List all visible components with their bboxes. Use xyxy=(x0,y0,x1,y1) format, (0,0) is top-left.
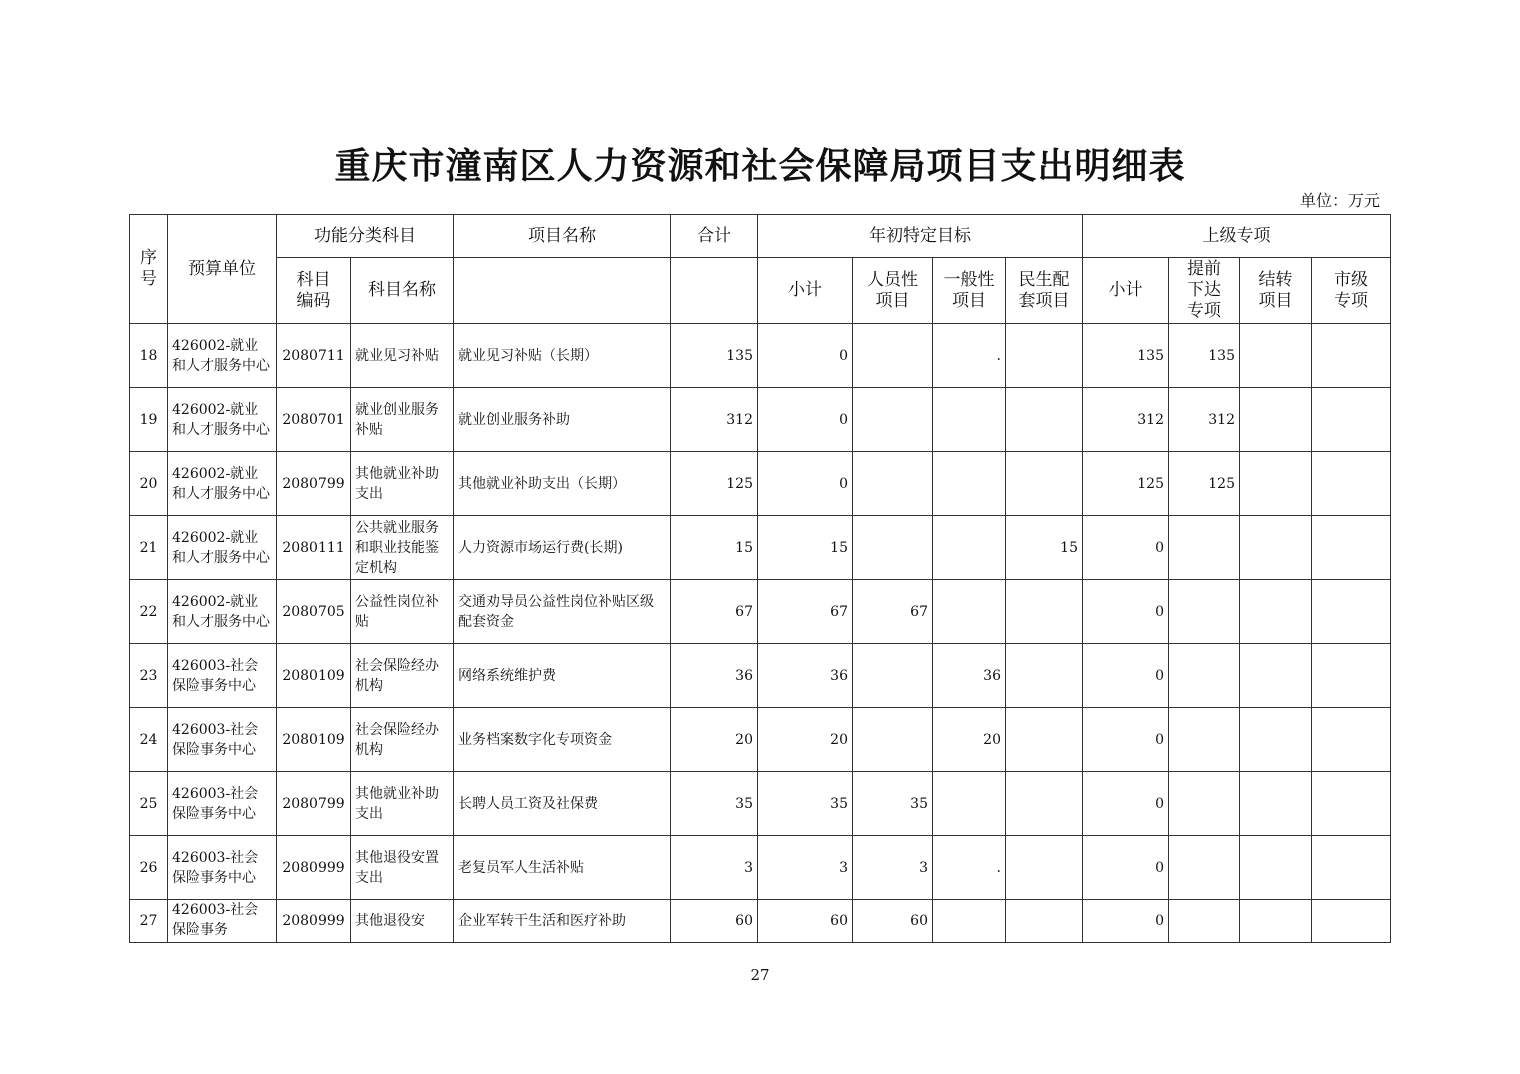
cell-general xyxy=(933,388,1006,452)
header-func-group: 功能分类科目 xyxy=(277,215,454,258)
cell-general xyxy=(933,516,1006,580)
header-unit: 预算单位 xyxy=(168,215,277,324)
cell-advance xyxy=(1169,644,1240,708)
header-seq: 序号 xyxy=(130,215,168,324)
cell-personnel: 67 xyxy=(853,580,933,644)
cell-carryover xyxy=(1240,516,1312,580)
cell-general: 36 xyxy=(933,644,1006,708)
table-row xyxy=(130,324,1391,388)
cell-personnel xyxy=(853,452,933,516)
header-advance: 提前下达专项 xyxy=(1169,258,1240,324)
cell-city xyxy=(1312,708,1391,772)
cell-seq: 19 xyxy=(130,388,168,452)
cell-unit: 426003-社会保险事务中心 xyxy=(168,772,277,836)
project-expenditure-table xyxy=(129,214,1391,943)
cell-subject: 就业见习补贴 xyxy=(351,324,454,388)
cell-general xyxy=(933,772,1006,836)
header-carryover: 结转项目 xyxy=(1240,258,1312,324)
cell-total: 35 xyxy=(671,772,758,836)
cell-city xyxy=(1312,836,1391,900)
cell-total: 60 xyxy=(671,900,758,943)
header-code: 科目编码 xyxy=(277,258,351,324)
cell-advance xyxy=(1169,836,1240,900)
cell-upper-subtotal: 0 xyxy=(1083,900,1169,943)
cell-project: 人力资源市场运行费(长期) xyxy=(454,516,671,580)
cell-upper-subtotal: 0 xyxy=(1083,644,1169,708)
cell-advance xyxy=(1169,516,1240,580)
cell-code: 2080799 xyxy=(277,772,351,836)
cell-project: 交通劝导员公益性岗位补贴区级配套资金 xyxy=(454,580,671,644)
cell-unit: 426003-社会保险事务 xyxy=(168,900,277,943)
cell-advance: 125 xyxy=(1169,452,1240,516)
cell-project: 老复员军人生活补贴 xyxy=(454,836,671,900)
cell-seq: 27 xyxy=(130,900,168,943)
cell-project: 其他就业补助支出（长期） xyxy=(454,452,671,516)
header-target-subtotal: 小计 xyxy=(758,258,853,324)
table-row xyxy=(130,900,1391,943)
cell-city xyxy=(1312,324,1391,388)
cell-project: 长聘人员工资及社保费 xyxy=(454,772,671,836)
cell-city xyxy=(1312,772,1391,836)
cell-personnel: 3 xyxy=(853,836,933,900)
header-total-blank xyxy=(671,258,758,324)
cell-upper-subtotal: 0 xyxy=(1083,836,1169,900)
cell-total: 15 xyxy=(671,516,758,580)
cell-city xyxy=(1312,516,1391,580)
cell-total: 3 xyxy=(671,836,758,900)
cell-livelihood xyxy=(1006,708,1083,772)
header-personnel: 人员性项目 xyxy=(853,258,933,324)
cell-livelihood xyxy=(1006,580,1083,644)
cell-livelihood xyxy=(1006,452,1083,516)
cell-subject: 其他就业补助支出 xyxy=(351,772,454,836)
header-general: 一般性项目 xyxy=(933,258,1006,324)
cell-advance xyxy=(1169,772,1240,836)
cell-general: . xyxy=(933,836,1006,900)
cell-upper-subtotal: 125 xyxy=(1083,452,1169,516)
cell-total: 135 xyxy=(671,324,758,388)
header-subject-name: 科目名称 xyxy=(351,258,454,324)
cell-personnel: 35 xyxy=(853,772,933,836)
cell-project: 企业军转干生活和医疗补助 xyxy=(454,900,671,943)
cell-city xyxy=(1312,388,1391,452)
cell-personnel xyxy=(853,388,933,452)
cell-target-subtotal: 15 xyxy=(758,516,853,580)
cell-advance xyxy=(1169,900,1240,943)
cell-code: 2080109 xyxy=(277,644,351,708)
cell-general xyxy=(933,452,1006,516)
cell-general: . xyxy=(933,324,1006,388)
table-row xyxy=(130,452,1391,516)
cell-city xyxy=(1312,900,1391,943)
table-row xyxy=(130,836,1391,900)
cell-advance xyxy=(1169,580,1240,644)
cell-unit: 426002-就业和人才服务中心 xyxy=(168,388,277,452)
cell-unit: 426003-社会保险事务中心 xyxy=(168,644,277,708)
cell-seq: 23 xyxy=(130,644,168,708)
cell-carryover xyxy=(1240,772,1312,836)
cell-total: 67 xyxy=(671,580,758,644)
header-upper-subtotal: 小计 xyxy=(1083,258,1169,324)
cell-upper-subtotal: 0 xyxy=(1083,772,1169,836)
cell-target-subtotal: 60 xyxy=(758,900,853,943)
cell-subject: 社会保险经办机构 xyxy=(351,708,454,772)
cell-livelihood xyxy=(1006,644,1083,708)
unit-label: 单位：万元 xyxy=(1299,191,1380,210)
cell-code: 2080711 xyxy=(277,324,351,388)
header-total: 合计 xyxy=(671,215,758,258)
cell-unit: 426002-就业和人才服务中心 xyxy=(168,516,277,580)
cell-total: 20 xyxy=(671,708,758,772)
cell-personnel xyxy=(853,516,933,580)
cell-code: 2080109 xyxy=(277,708,351,772)
page-number: 27 xyxy=(750,966,770,984)
cell-carryover xyxy=(1240,324,1312,388)
cell-project: 网络系统维护费 xyxy=(454,644,671,708)
header-upper-group: 上级专项 xyxy=(1083,215,1391,258)
header-livelihood: 民生配套项目 xyxy=(1006,258,1083,324)
cell-target-subtotal: 67 xyxy=(758,580,853,644)
cell-carryover xyxy=(1240,644,1312,708)
cell-general xyxy=(933,580,1006,644)
cell-unit: 426002-就业和人才服务中心 xyxy=(168,580,277,644)
cell-advance xyxy=(1169,708,1240,772)
cell-target-subtotal: 0 xyxy=(758,388,853,452)
cell-livelihood xyxy=(1006,772,1083,836)
header-target-group: 年初特定目标 xyxy=(758,215,1083,258)
table-row xyxy=(130,580,1391,644)
cell-project: 就业见习补贴（长期） xyxy=(454,324,671,388)
cell-carryover xyxy=(1240,836,1312,900)
table-row xyxy=(130,516,1391,580)
cell-seq: 21 xyxy=(130,516,168,580)
cell-code: 2080111 xyxy=(277,516,351,580)
table-row xyxy=(130,388,1391,452)
cell-unit: 426003-社会保险事务中心 xyxy=(168,708,277,772)
cell-carryover xyxy=(1240,580,1312,644)
cell-seq: 20 xyxy=(130,452,168,516)
cell-target-subtotal: 0 xyxy=(758,324,853,388)
cell-subject: 社会保险经办机构 xyxy=(351,644,454,708)
cell-livelihood xyxy=(1006,900,1083,943)
cell-target-subtotal: 3 xyxy=(758,836,853,900)
cell-target-subtotal: 0 xyxy=(758,452,853,516)
cell-seq: 24 xyxy=(130,708,168,772)
table-row xyxy=(130,708,1391,772)
cell-subject: 其他就业补助支出 xyxy=(351,452,454,516)
cell-personnel: 60 xyxy=(853,900,933,943)
cell-livelihood xyxy=(1006,324,1083,388)
cell-target-subtotal: 35 xyxy=(758,772,853,836)
cell-total: 125 xyxy=(671,452,758,516)
cell-seq: 25 xyxy=(130,772,168,836)
cell-project: 业务档案数字化专项资金 xyxy=(454,708,671,772)
cell-target-subtotal: 36 xyxy=(758,644,853,708)
cell-code: 2080999 xyxy=(277,836,351,900)
cell-code: 2080701 xyxy=(277,388,351,452)
cell-seq: 22 xyxy=(130,580,168,644)
cell-upper-subtotal: 0 xyxy=(1083,580,1169,644)
cell-upper-subtotal: 0 xyxy=(1083,516,1169,580)
cell-subject: 公益性岗位补贴 xyxy=(351,580,454,644)
cell-livelihood xyxy=(1006,836,1083,900)
cell-code: 2080999 xyxy=(277,900,351,943)
cell-code: 2080705 xyxy=(277,580,351,644)
cell-city xyxy=(1312,580,1391,644)
cell-unit: 426002-就业和人才服务中心 xyxy=(168,452,277,516)
cell-general xyxy=(933,900,1006,943)
cell-subject: 就业创业服务补贴 xyxy=(351,388,454,452)
cell-unit: 426002-就业和人才服务中心 xyxy=(168,324,277,388)
table-row xyxy=(130,644,1391,708)
cell-code: 2080799 xyxy=(277,452,351,516)
cell-advance: 135 xyxy=(1169,324,1240,388)
cell-advance: 312 xyxy=(1169,388,1240,452)
cell-city xyxy=(1312,644,1391,708)
table-row xyxy=(130,772,1391,836)
cell-carryover xyxy=(1240,452,1312,516)
cell-unit: 426003-社会保险事务中心 xyxy=(168,836,277,900)
cell-livelihood xyxy=(1006,388,1083,452)
cell-personnel xyxy=(853,708,933,772)
cell-general: 20 xyxy=(933,708,1006,772)
cell-personnel xyxy=(853,644,933,708)
cell-target-subtotal: 20 xyxy=(758,708,853,772)
cell-subject: 公共就业服务和职业技能鉴定机构 xyxy=(351,516,454,580)
cell-carryover xyxy=(1240,388,1312,452)
cell-upper-subtotal: 312 xyxy=(1083,388,1169,452)
cell-seq: 18 xyxy=(130,324,168,388)
cell-total: 36 xyxy=(671,644,758,708)
cell-livelihood: 15 xyxy=(1006,516,1083,580)
header-project-name-blank xyxy=(454,258,671,324)
cell-personnel xyxy=(853,324,933,388)
header-project-name: 项目名称 xyxy=(454,215,671,258)
cell-project: 就业创业服务补助 xyxy=(454,388,671,452)
page-title: 重庆市潼南区人力资源和社会保障局项目支出明细表 xyxy=(334,145,1186,187)
cell-city xyxy=(1312,452,1391,516)
cell-total: 312 xyxy=(671,388,758,452)
cell-subject: 其他退役安置支出 xyxy=(351,836,454,900)
cell-upper-subtotal: 0 xyxy=(1083,708,1169,772)
cell-subject: 其他退役安 xyxy=(351,900,454,943)
cell-carryover xyxy=(1240,708,1312,772)
cell-carryover xyxy=(1240,900,1312,943)
header-city: 市级专项 xyxy=(1312,258,1391,324)
cell-seq: 26 xyxy=(130,836,168,900)
cell-upper-subtotal: 135 xyxy=(1083,324,1169,388)
